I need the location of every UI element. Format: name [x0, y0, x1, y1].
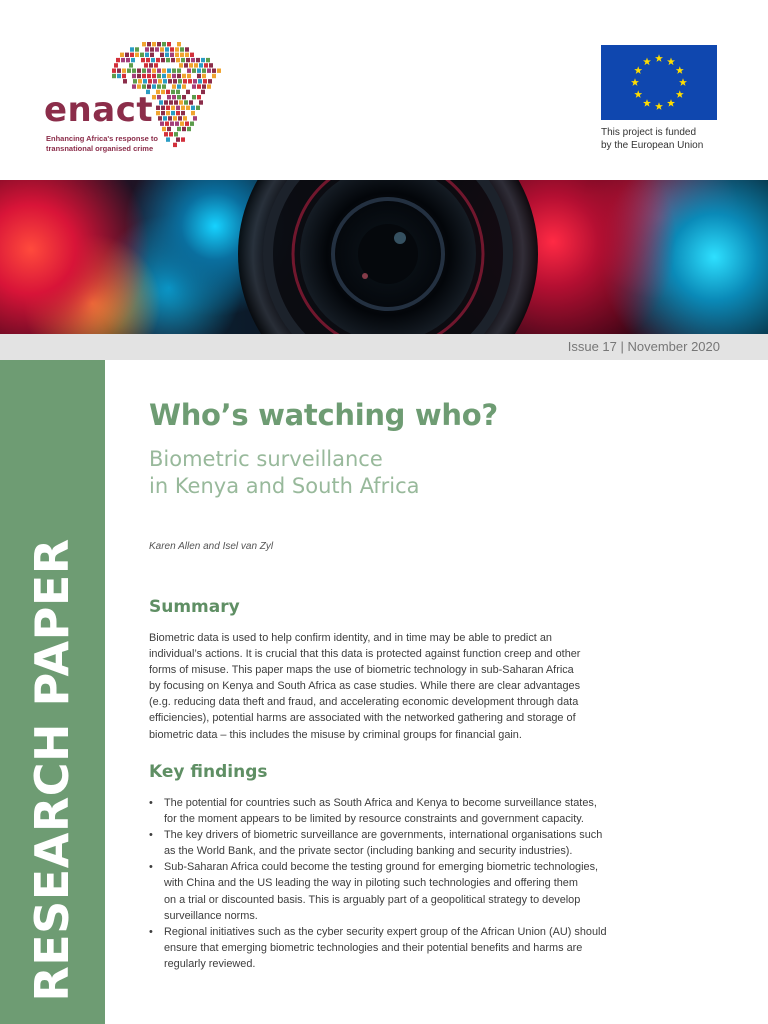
africa-mosaic-tile — [196, 106, 200, 110]
finding-line: regularly reviewed. — [164, 957, 256, 970]
africa-mosaic-tile — [180, 122, 184, 126]
eu-star-icon — [655, 54, 663, 62]
africa-mosaic-tile — [187, 84, 191, 88]
summary-heading: Summary — [149, 597, 240, 617]
africa-mosaic-tile — [207, 74, 211, 78]
africa-mosaic-tile — [186, 90, 190, 94]
key-findings-list — [149, 795, 694, 972]
authors: Karen Allen and Isel van Zyl — [149, 541, 274, 552]
africa-mosaic-tile — [127, 69, 131, 73]
africa-mosaic-tile — [212, 74, 216, 78]
africa-mosaic-tile — [132, 69, 136, 73]
africa-mosaic-tile — [202, 74, 206, 78]
africa-mosaic-tile — [183, 79, 187, 83]
africa-mosaic-tile — [165, 122, 169, 126]
africa-mosaic-tile — [185, 47, 189, 51]
africa-mosaic-tile — [118, 79, 122, 83]
africa-mosaic-tile — [135, 53, 139, 57]
africa-mosaic-tile — [167, 127, 171, 131]
africa-mosaic-tile — [153, 79, 157, 83]
africa-mosaic-tile — [117, 69, 121, 73]
camera-lens-icon — [0, 180, 768, 334]
key-findings-heading: Key findings — [149, 762, 268, 782]
africa-mosaic-tile — [130, 47, 134, 51]
africa-mosaic-tile — [184, 63, 188, 67]
africa-mosaic-tile — [133, 79, 137, 83]
enact-logo — [44, 42, 244, 157]
africa-mosaic-tile — [202, 84, 206, 88]
africa-mosaic-tile — [189, 100, 193, 104]
africa-mosaic-tile — [179, 63, 183, 67]
africa-mosaic-tile — [161, 111, 165, 115]
africa-mosaic-tile — [117, 74, 121, 78]
africa-mosaic-tile — [193, 116, 197, 120]
africa-mosaic-tile — [142, 69, 146, 73]
africa-mosaic-tile — [175, 53, 179, 57]
africa-mosaic-tile — [154, 63, 158, 67]
africa-mosaic-tile — [155, 47, 159, 51]
africa-mosaic-tile — [130, 53, 134, 57]
africa-mosaic-tile — [145, 53, 149, 57]
africa-mosaic-tile — [191, 111, 195, 115]
africa-mosaic-tile — [151, 58, 155, 62]
africa-mosaic-tile — [142, 84, 146, 88]
africa-mosaic-tile — [182, 74, 186, 78]
africa-mosaic-tile — [191, 58, 195, 62]
africa-mosaic-tile — [149, 63, 153, 67]
eu-star-icon — [667, 99, 675, 107]
africa-mosaic-tile — [175, 47, 179, 51]
enact-tagline-line: Enhancing Africa's response to — [46, 134, 158, 143]
africa-mosaic-tile — [152, 42, 156, 46]
africa-mosaic-tile — [142, 74, 146, 78]
africa-mosaic-tile — [187, 127, 191, 131]
africa-mosaic-tile — [186, 58, 190, 62]
africa-mosaic-tile — [170, 47, 174, 51]
summary-line: by focusing on Kenya and South Africa as case studies. While there are clear advantages — [149, 680, 581, 693]
africa-mosaic-tile — [139, 63, 143, 67]
eu-flag-icon — [601, 45, 717, 120]
africa-mosaic-tile — [165, 53, 169, 57]
africa-mosaic-tile — [132, 74, 136, 78]
africa-mosaic-tile — [156, 90, 160, 94]
africa-mosaic-tile — [172, 42, 176, 46]
africa-mosaic-tile — [190, 122, 194, 126]
africa-mosaic-tile — [191, 90, 195, 94]
africa-mosaic-tile — [166, 90, 170, 94]
africa-mosaic-tile — [168, 116, 172, 120]
africa-mosaic-tile — [162, 74, 166, 78]
africa-mosaic-tile — [197, 84, 201, 88]
summary-body — [149, 630, 689, 743]
africa-mosaic-tile — [122, 69, 126, 73]
africa-mosaic-tile — [119, 63, 123, 67]
camera-lens-banner — [0, 180, 768, 334]
africa-mosaic-tile — [185, 122, 189, 126]
africa-mosaic-tile — [140, 53, 144, 57]
africa-mosaic-tile — [157, 74, 161, 78]
africa-mosaic-tile — [192, 95, 196, 99]
africa-mosaic-tile — [196, 58, 200, 62]
africa-mosaic-tile — [167, 95, 171, 99]
africa-mosaic-tile — [165, 47, 169, 51]
africa-mosaic-tile — [120, 53, 124, 57]
finding-line: for the moment appears to be limited by resource constraints and government capacity. — [164, 813, 584, 826]
africa-mosaic-tile — [179, 132, 183, 136]
eu-stars — [601, 45, 717, 120]
africa-mosaic-tile — [159, 100, 163, 104]
africa-mosaic-tile — [187, 95, 191, 99]
summary-line: (e.g. reducing data theft and fraud, and accelerating economic development through data — [149, 696, 579, 709]
africa-mosaic-tile — [125, 53, 129, 57]
africa-mosaic-tile — [136, 58, 140, 62]
africa-mosaic-tile — [131, 58, 135, 62]
africa-mosaic-tile — [176, 106, 180, 110]
africa-mosaic-tile — [171, 111, 175, 115]
africa-mosaic-tile — [176, 90, 180, 94]
africa-mosaic-tile — [161, 90, 165, 94]
africa-mosaic-tile — [172, 69, 176, 73]
eu-funding-line: This project is funded — [601, 127, 697, 138]
africa-mosaic-tile — [182, 95, 186, 99]
africa-mosaic-tile — [188, 116, 192, 120]
africa-mosaic-tile — [198, 79, 202, 83]
eu-star-icon — [631, 78, 639, 86]
list-item — [149, 827, 694, 859]
africa-mosaic-tile — [182, 127, 186, 131]
africa-mosaic-tile — [157, 95, 161, 99]
summary-line: forms of misuse. This paper maps the use of biometric technology in sub-Saharan Africa — [149, 664, 574, 677]
africa-mosaic-tile — [172, 74, 176, 78]
africa-mosaic-tile — [167, 69, 171, 73]
africa-mosaic-tile — [172, 127, 176, 131]
eu-funding-line: by the European Union — [601, 140, 704, 151]
africa-mosaic-tile — [177, 69, 181, 73]
eu-star-icon — [676, 66, 684, 74]
africa-mosaic-tile — [164, 63, 168, 67]
africa-mosaic-tile — [121, 58, 125, 62]
africa-mosaic-tile — [150, 47, 154, 51]
africa-mosaic-tile — [176, 137, 180, 141]
africa-mosaic-tile — [137, 84, 141, 88]
africa-mosaic-tile — [147, 74, 151, 78]
africa-mosaic-tile — [160, 53, 164, 57]
eu-star-icon — [679, 78, 687, 86]
africa-mosaic-tile — [193, 79, 197, 83]
summary-line: Biometric data is used to help confirm identity, and in time may be able to predict an — [149, 632, 552, 644]
africa-mosaic-tile — [146, 58, 150, 62]
africa-mosaic-tile — [185, 53, 189, 57]
page-subtitle — [149, 446, 420, 500]
africa-mosaic-tile — [181, 111, 185, 115]
africa-mosaic-tile — [203, 79, 207, 83]
africa-mosaic-tile — [177, 42, 181, 46]
africa-mosaic-tile — [129, 63, 133, 67]
africa-mosaic-tile — [177, 84, 181, 88]
africa-mosaic-tile — [152, 74, 156, 78]
africa-mosaic-tile — [214, 63, 218, 67]
africa-mosaic-tile — [116, 58, 120, 62]
africa-mosaic-tile — [173, 79, 177, 83]
africa-mosaic-tile — [167, 84, 171, 88]
eu-star-icon — [655, 102, 663, 110]
finding-line: as the World Bank, and the private sector (including banking and security industries). — [164, 845, 573, 858]
africa-mosaic-tile — [163, 116, 167, 120]
issue-date: Issue 17 | November 2020 — [567, 339, 720, 354]
africa-mosaic-tile — [145, 47, 149, 51]
africa-mosaic-tile — [172, 95, 176, 99]
africa-mosaic-tile — [196, 90, 200, 94]
research-paper-label: RESEARCH PAPER — [25, 538, 79, 1002]
africa-mosaic-tile — [217, 69, 221, 73]
africa-mosaic-tile — [127, 74, 131, 78]
africa-mosaic-tile — [212, 69, 216, 73]
africa-mosaic-tile — [195, 53, 199, 57]
africa-mosaic-tile — [178, 116, 182, 120]
africa-mosaic-tile — [175, 122, 179, 126]
africa-mosaic-tile — [152, 69, 156, 73]
africa-mosaic-tile — [174, 100, 178, 104]
africa-mosaic-tile — [163, 79, 167, 83]
africa-mosaic-tile — [176, 111, 180, 115]
africa-mosaic-tile — [150, 53, 154, 57]
africa-mosaic-tile — [157, 42, 161, 46]
africa-mosaic-tile — [169, 100, 173, 104]
africa-mosaic-tile — [197, 69, 201, 73]
finding-line: • The potential for countries such as South Africa and Kenya to become surveillance states, — [164, 797, 597, 809]
enact-tagline — [46, 134, 176, 153]
africa-mosaic-tile — [140, 47, 144, 51]
africa-mosaic-tile — [172, 84, 176, 88]
africa-mosaic-tile — [134, 63, 138, 67]
africa-mosaic-tile — [159, 63, 163, 67]
africa-mosaic-tile — [162, 84, 166, 88]
africa-mosaic-tile — [154, 100, 158, 104]
finding-line: on a trial or discounted basis. This is arguably part of a geopolitical strategy to develop — [164, 893, 581, 906]
africa-mosaic-tile — [166, 111, 170, 115]
africa-mosaic-tile — [161, 106, 165, 110]
africa-mosaic-tile — [161, 58, 165, 62]
africa-mosaic-tile — [156, 106, 160, 110]
page-title: Who’s watching who? — [149, 398, 498, 432]
africa-mosaic-tile — [182, 69, 186, 73]
finding-line: ensure that emerging biometric technologies and their potential benefits and harms are — [164, 941, 583, 954]
eu-star-icon — [634, 66, 642, 74]
eu-star-icon — [667, 58, 675, 66]
africa-mosaic-tile — [147, 69, 151, 73]
africa-mosaic-tile — [207, 84, 211, 88]
africa-mosaic-tile — [171, 90, 175, 94]
africa-mosaic-tile — [177, 95, 181, 99]
africa-mosaic-tile — [192, 74, 196, 78]
africa-mosaic-tile — [167, 74, 171, 78]
africa-mosaic-tile — [156, 58, 160, 62]
africa-mosaic-tile — [186, 111, 190, 115]
africa-mosaic-tile — [162, 42, 166, 46]
africa-mosaic-tile — [194, 100, 198, 104]
africa-mosaic-tile — [181, 90, 185, 94]
eu-star-icon — [634, 90, 642, 98]
africa-mosaic-tile — [178, 79, 182, 83]
africa-mosaic-tile — [181, 137, 185, 141]
africa-mosaic-tile — [171, 58, 175, 62]
eu-funding-note — [601, 126, 731, 152]
africa-mosaic-tile — [207, 69, 211, 73]
africa-mosaic-tile — [173, 116, 177, 120]
africa-mosaic-tile — [180, 53, 184, 57]
africa-mosaic-tile — [171, 106, 175, 110]
eu-star-icon — [676, 90, 684, 98]
africa-mosaic-tile — [201, 58, 205, 62]
africa-mosaic-tile — [192, 84, 196, 88]
africa-mosaic-tile — [206, 58, 210, 62]
africa-mosaic-tile — [137, 69, 141, 73]
africa-mosaic-tile — [169, 63, 173, 67]
africa-mosaic-tile — [189, 63, 193, 67]
finding-line: with China and the US leading the way in piloting such technologies and offering them — [164, 877, 578, 890]
africa-mosaic-tile — [148, 79, 152, 83]
africa-mosaic-tile — [180, 47, 184, 51]
africa-mosaic-tile — [164, 100, 168, 104]
list-item — [149, 924, 694, 972]
africa-mosaic-tile — [177, 74, 181, 78]
enact-wordmark: enact — [44, 90, 154, 130]
africa-mosaic-tile — [177, 127, 181, 131]
africa-mosaic-tile — [128, 79, 132, 83]
africa-mosaic-tile — [167, 42, 171, 46]
africa-mosaic-tile — [166, 106, 170, 110]
africa-mosaic-tile — [202, 69, 206, 73]
africa-mosaic-tile — [170, 122, 174, 126]
summary-line: biometric data – this includes the misuse by criminal groups for financial gain. — [149, 728, 522, 741]
enact-tagline-line: transnational organised crime — [46, 143, 154, 153]
africa-mosaic-tile — [197, 74, 201, 78]
africa-mosaic-tile — [201, 90, 205, 94]
finding-line: • The key drivers of biometric surveillance are governments, international organisations such — [164, 829, 603, 842]
africa-mosaic-tile — [170, 53, 174, 57]
africa-mosaic-tile — [162, 127, 166, 131]
africa-mosaic-tile — [158, 79, 162, 83]
africa-mosaic-tile — [208, 79, 212, 83]
africa-mosaic-tile — [144, 63, 148, 67]
africa-mosaic-tile — [157, 69, 161, 73]
africa-mosaic-tile — [124, 63, 128, 67]
eu-star-icon — [643, 99, 651, 107]
africa-mosaic-tile — [156, 111, 160, 115]
africa-mosaic-tile — [122, 74, 126, 78]
africa-mosaic-tile — [183, 116, 187, 120]
africa-mosaic-tile — [181, 106, 185, 110]
africa-mosaic-tile — [204, 63, 208, 67]
africa-mosaic-tile — [187, 69, 191, 73]
africa-mosaic-tile — [142, 42, 146, 46]
africa-mosaic-tile — [199, 100, 203, 104]
africa-mosaic-tile — [123, 79, 127, 83]
africa-mosaic-tile — [179, 100, 183, 104]
africa-mosaic-tile — [126, 58, 130, 62]
africa-mosaic-tile — [114, 63, 118, 67]
africa-mosaic-tile — [162, 69, 166, 73]
africa-mosaic-tile — [132, 84, 136, 88]
africa-mosaic-tile — [112, 69, 116, 73]
africa-mosaic-tile — [112, 74, 116, 78]
list-item — [149, 859, 694, 923]
africa-mosaic-tile — [181, 58, 185, 62]
eu-star-icon — [643, 58, 651, 66]
africa-mosaic-tile — [166, 58, 170, 62]
finding-line: surveillance norms. — [164, 909, 258, 922]
africa-mosaic-tile — [186, 106, 190, 110]
africa-mosaic-tile — [209, 63, 213, 67]
africa-mosaic-tile — [191, 106, 195, 110]
africa-mosaic-tile — [182, 84, 186, 88]
africa-mosaic-tile — [187, 74, 191, 78]
africa-mosaic-tile — [155, 53, 159, 57]
africa-mosaic-tile — [174, 63, 178, 67]
africa-mosaic-tile — [194, 63, 198, 67]
africa-mosaic-tile — [152, 84, 156, 88]
subtitle-line: Biometric surveillance — [149, 447, 383, 471]
africa-mosaic-tile — [188, 79, 192, 83]
summary-line: efficiencies), potential harms are associated with the networked gathering and storage of — [149, 712, 576, 725]
africa-mosaic-tile — [143, 79, 147, 83]
africa-mosaic-tile — [176, 58, 180, 62]
africa-mosaic-tile — [160, 47, 164, 51]
africa-mosaic-tile — [199, 63, 203, 67]
africa-mosaic-tile — [197, 95, 201, 99]
africa-mosaic-tile — [141, 58, 145, 62]
issue-bar — [0, 334, 768, 360]
finding-line: • Sub-Saharan Africa could become the testing ground for emerging biometric technologies, — [164, 861, 599, 874]
subtitle-line: in Kenya and South Africa — [149, 474, 420, 498]
africa-mosaic-tile — [158, 116, 162, 120]
africa-mosaic-tile — [137, 74, 141, 78]
africa-mosaic-tile — [184, 100, 188, 104]
finding-line: • Regional initiatives such as the cyber security expert group of the African Union (AU) should — [164, 925, 607, 938]
africa-mosaic-tile — [168, 79, 172, 83]
africa-mosaic-tile — [190, 53, 194, 57]
africa-mosaic-tile — [162, 95, 166, 99]
africa-mosaic-tile — [192, 69, 196, 73]
africa-mosaic-tile — [138, 79, 142, 83]
africa-mosaic-tile — [160, 122, 164, 126]
africa-mosaic-tile — [135, 47, 139, 51]
africa-mosaic-tile — [157, 84, 161, 88]
summary-line: individual’s actions. It is crucial that this data is protected against function creep and other — [149, 648, 581, 661]
africa-mosaic-tile — [184, 132, 188, 136]
africa-mosaic-tile — [147, 84, 151, 88]
list-item — [149, 795, 694, 827]
africa-mosaic-tile — [147, 42, 151, 46]
